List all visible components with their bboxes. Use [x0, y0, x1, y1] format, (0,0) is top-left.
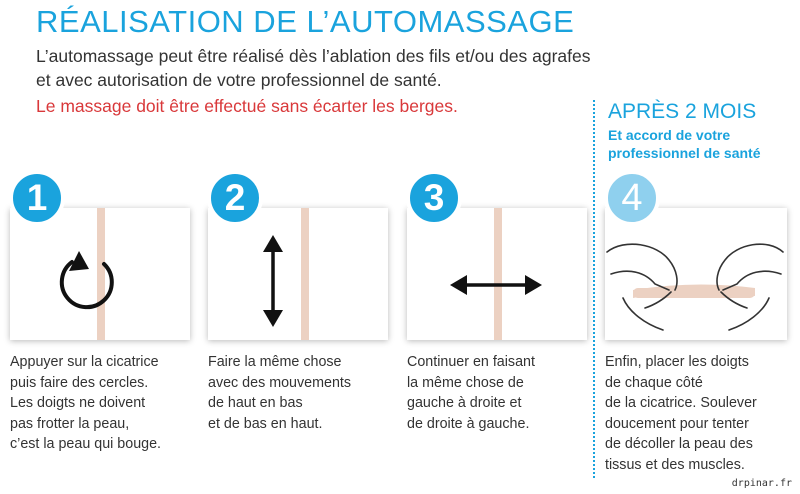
step-2-illustration	[208, 208, 388, 340]
step-2-description: Faire la même chose avec des mouvements de haut en bas et de bas en haut.	[208, 354, 352, 432]
source-watermark: drpinar.fr	[731, 478, 792, 489]
step-2	[208, 170, 398, 480]
up-down-arrow-icon	[260, 234, 286, 328]
step-4-illustration	[605, 208, 787, 340]
step-3-illustration	[407, 208, 587, 340]
after-subtitle-line-1: Et accord de votre	[608, 127, 731, 143]
step-1-description: Appuyer sur la cicatrice puis faire des cercles. Les doigts ne doivent pas frotter la peau, c’est la peau qui bouge.	[10, 354, 162, 452]
step-badge: 1	[9, 170, 65, 226]
page-title: RÉALISATION DE L’AUTOMASSAGE	[36, 4, 575, 39]
step-4-description: Enfin, placer les doigts de chaque côté de la cicatrice. Soulever doucement pour tenter de décoller la peau des tissus et des muscles.	[605, 354, 757, 473]
intro-line-2: et avec autorisation de votre professionnel de santé.	[36, 70, 442, 90]
intro-line-1: L’automassage peut être réalisé dès l’ablation des fils et/ou des agrafes	[36, 46, 591, 66]
warning-text: Le massage doit être effectué sans écarter les berges.	[36, 96, 458, 116]
step-3	[407, 170, 597, 480]
scar-line	[301, 208, 309, 340]
step-badge: 3	[406, 170, 462, 226]
hands-lifting-skin-icon	[605, 208, 787, 340]
after-two-months-title: APRÈS 2 MOIS	[608, 100, 757, 123]
left-right-arrow-icon	[449, 272, 543, 298]
after-two-months-subtitle	[608, 126, 760, 162]
step-1	[10, 170, 200, 480]
step-1-illustration	[10, 208, 190, 340]
rotate-arrow-icon	[52, 246, 116, 312]
step-3-description: Continuer en faisant la même chose de gauche à droite et de droite à gauche.	[407, 354, 535, 432]
intro-text	[36, 44, 591, 92]
step-badge: 4	[604, 170, 660, 226]
step-badge: 2	[207, 170, 263, 226]
step-4	[605, 170, 795, 480]
after-subtitle-line-2: professionnel de santé	[608, 145, 761, 161]
